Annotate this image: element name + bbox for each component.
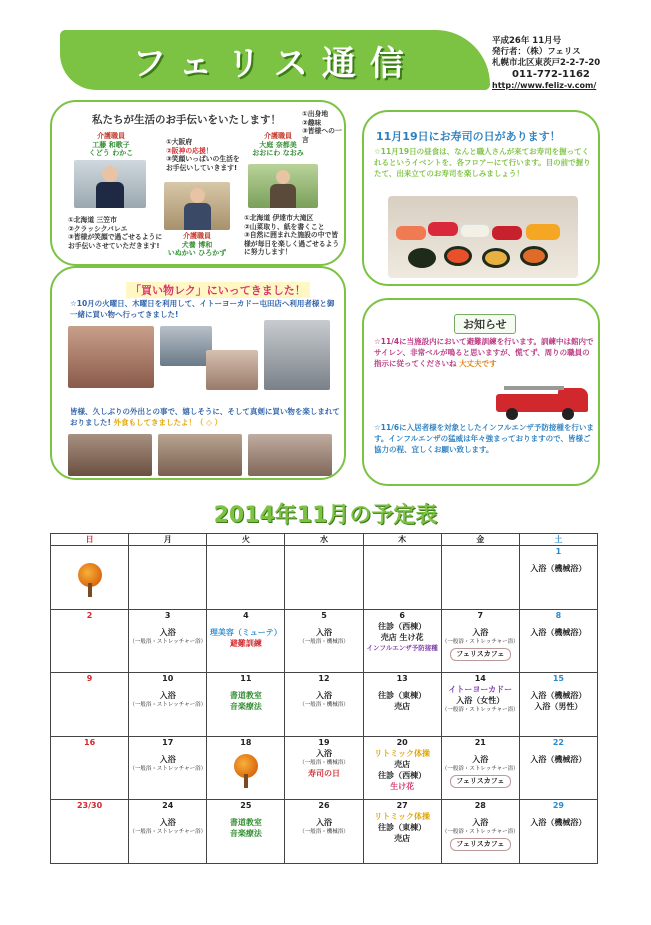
staff-1-caption: 介護職員 工藤 和歌子 くどう わかこ: [88, 132, 134, 157]
notice-drill-text: ☆11/4に当施設内において避難訓練を行います。訓練中は館内でサイレン、非常ベルが鳴ると思いますが、慌てず、周りの職員の指示に従ってくださいね 大丈夫です: [374, 337, 594, 368]
weekday-tue: 火: [207, 534, 285, 546]
event-cell: 入浴 （一般浴・機械浴）: [285, 811, 363, 863]
date-cell: 22: [519, 736, 597, 748]
event-cell: 書道教室 音楽療法: [207, 811, 285, 863]
weekday-sun: 日: [51, 534, 129, 546]
notice-flu-text: ☆11/6に入居者様を対象としたインフルエンザ予防接種を行います。インフルエンザの猛威は年々強まっておりますので、皆様ご協力の程、宜しくお願い致します。: [374, 423, 594, 454]
event-cell: リトミック体操 往診（東棟） 売店: [363, 811, 441, 863]
event-cell: 入浴 （一般浴・機械浴）: [285, 684, 363, 736]
date-cell: 14: [441, 673, 519, 685]
staff-1-photo: [74, 160, 146, 208]
event-cell: リトミック体操 売店 往診（西棟） 生け花: [363, 748, 441, 800]
staff-1-notes: ①北海道 三笠市 ②クラッシクバレエ ③皆様が笑顔で過ごせるようにお手伝いさせていただきます!: [68, 216, 163, 250]
date-cell: 28: [441, 800, 519, 812]
event-cell: 入浴 （一般浴・ストレッチャー浴）: [129, 621, 207, 673]
week-1-events: [51, 557, 598, 609]
date-cell: 8: [519, 609, 597, 621]
address: 札幌市北区東茨戸2-2-7-20: [492, 58, 601, 68]
date-cell: 20: [363, 736, 441, 748]
publisher: 発行者：（株）フェリス: [492, 47, 581, 57]
date-cell: 24: [129, 800, 207, 812]
sushi-photo: [388, 196, 578, 278]
event-cell: [363, 557, 441, 609]
event-cell: [441, 557, 519, 609]
week-5-dates: [51, 800, 598, 812]
date-cell: 2: [51, 609, 129, 621]
shopping-panel-title: 「買い物レク」にいってきました！: [126, 282, 310, 298]
staff-2-photo: [164, 182, 230, 230]
notice-panel: [362, 298, 600, 486]
date-cell: 6: [363, 609, 441, 621]
event-cell: 往診（東棟） 売店: [363, 684, 441, 736]
event-cell: 入浴（機械浴）: [519, 557, 597, 609]
event-cell: [207, 557, 285, 609]
event-cell: 入浴 （一般浴・ストレッチャー浴） フェリスカフェ: [441, 811, 519, 863]
event-cell: 入浴 （一般浴・ストレッチャー浴）: [129, 684, 207, 736]
event-cell: 往診（西棟） 売店 生け花 インフルエンザ予防接種: [363, 621, 441, 673]
weekday-wed: 水: [285, 534, 363, 546]
date-cell: 29: [519, 800, 597, 812]
shopping-photo-2: [160, 326, 212, 366]
date-cell: 13: [363, 673, 441, 685]
date-cell: 9: [51, 673, 129, 685]
shopping-photo-1: [68, 326, 154, 388]
event-cell: 入浴（機械浴）: [519, 621, 597, 673]
week-3-dates: [51, 673, 598, 685]
event-cell: 入浴 （一般浴・ストレッチャー浴） フェリスカフェ: [441, 621, 519, 673]
date-cell: 17: [129, 736, 207, 748]
shopping-panel-text-2: 皆様、久しぶりの外出との事で、嬉しそうに、そして真剣に買い物を楽しまれておりました! 外食もしてきましたよ！（ ◇ ）: [70, 407, 340, 427]
shopping-photo-4: [264, 320, 330, 390]
event-cell: 書道教室 音楽療法: [207, 684, 285, 736]
event-cell: [51, 621, 129, 673]
date-cell: 7: [441, 609, 519, 621]
title-banner: [60, 30, 490, 90]
week-5-events: [51, 811, 598, 863]
event-cell: [51, 811, 129, 863]
date-cell: 12: [285, 673, 363, 685]
sushi-panel-title: 11月19日にお寿司の日があります！: [376, 130, 561, 143]
date-cell: [441, 546, 519, 558]
date-cell: 15: [519, 673, 597, 685]
week-2-events: [51, 621, 598, 673]
shopping-photo-3: [206, 350, 258, 390]
event-cell: [51, 684, 129, 736]
newsletter-title: フェリス通信: [132, 44, 418, 84]
staff-3-caption: 介護職員 大庭 奈都美 おおにわ なおみ: [252, 132, 304, 157]
fire-truck-icon: [496, 384, 592, 418]
week-4-dates: [51, 736, 598, 748]
date-cell: 10: [129, 673, 207, 685]
event-cell: 入浴（機械浴）: [519, 811, 597, 863]
date-cell: [285, 546, 363, 558]
date-cell: 25: [207, 800, 285, 812]
event-cell: [285, 557, 363, 609]
staff-panel-title: 私たちが生活のお手伝いをいたします！: [92, 114, 281, 126]
notice-panel-title: お知らせ: [454, 314, 516, 334]
event-cell: 入浴 （一般浴・ストレッチャー浴）: [129, 811, 207, 863]
shopping-outing-panel: [50, 266, 346, 480]
week-1-dates: [51, 546, 598, 558]
date-cell: 26: [285, 800, 363, 812]
event-cell: [207, 748, 285, 800]
weekday-mon: 月: [129, 534, 207, 546]
header-info: [492, 36, 647, 91]
date-cell: 4: [207, 609, 285, 621]
event-cell: 入浴 （一般浴・ストレッチャー浴）: [129, 748, 207, 800]
website-link[interactable]: http://www.feliz-v.com/: [492, 81, 597, 90]
event-cell: 入浴 （一般浴・機械浴）: [285, 621, 363, 673]
staff-legend: ①出身地 ②趣味 ③皆様への一言: [302, 110, 342, 144]
sushi-day-panel: [362, 110, 600, 286]
event-cell: イトーヨーカドー 入浴（女性） （一般浴・ストレッチャー浴）: [441, 684, 519, 736]
date-cell: [363, 546, 441, 558]
date-cell: 5: [285, 609, 363, 621]
event-cell: 入浴（機械浴）: [519, 748, 597, 800]
autumn-tree-icon: [77, 563, 103, 597]
staff-intro-panel: [50, 100, 346, 266]
weekday-sat: 土: [519, 534, 597, 546]
staff-3-notes: ①北海道 伊達市大滝区 ②山菜取り、紙を書くこと ③自然に囲まれた施設の中で皆様が毎日を楽しく過ごせるように努力します！: [244, 214, 340, 256]
weekday-fri: 金: [441, 534, 519, 546]
staff-3-photo: [248, 164, 318, 208]
issue-date: 平成26年 11月号: [492, 36, 562, 46]
weekday-thu: 木: [363, 534, 441, 546]
date-cell: 19: [285, 736, 363, 748]
date-cell: [51, 546, 129, 558]
weekday-header-row: [51, 534, 598, 546]
date-cell: [129, 546, 207, 558]
week-3-events: [51, 684, 598, 736]
event-cell: 入浴（機械浴） 入浴（男性）: [519, 684, 597, 736]
week-2-dates: [51, 609, 598, 621]
phone-number: 011-772-1162: [512, 69, 590, 80]
date-cell: 27: [363, 800, 441, 812]
shopping-panel-text: ☆10月の火曜日、木曜日を利用して、イトーヨーカドー屯田店へ利用者様と御一緒に買い物へ行ってきました!: [70, 299, 335, 319]
schedule-calendar: [50, 533, 598, 864]
date-cell: 3: [129, 609, 207, 621]
date-cell: 21: [441, 736, 519, 748]
date-cell: 23/30: [51, 800, 129, 812]
event-cell: [51, 557, 129, 609]
event-cell: 入浴 （一般浴・ストレッチャー浴） フェリスカフェ: [441, 748, 519, 800]
lunch-photo-2: [158, 434, 242, 476]
event-cell: [51, 748, 129, 800]
date-cell: 18: [207, 736, 285, 748]
date-cell: [207, 546, 285, 558]
schedule-title: 2014年11月の予定表: [213, 503, 438, 528]
date-cell: 16: [51, 736, 129, 748]
lunch-photo-1: [68, 434, 152, 476]
staff-2-notes: ①大阪府 ②阪神の応援！ ③笑顔いっぱいの生活をお手伝いしていきます!: [166, 138, 240, 172]
autumn-tree-icon: [233, 754, 259, 788]
date-cell: 1: [519, 546, 597, 558]
event-cell: [129, 557, 207, 609]
event-cell: 理美容（ミューテ） 避難訓練: [207, 621, 285, 673]
lunch-photo-3: [248, 434, 332, 476]
staff-2-caption: 介護職員 犬養 博和 いぬかい ひろかず: [167, 232, 227, 257]
date-cell: 11: [207, 673, 285, 685]
week-4-events: [51, 748, 598, 800]
event-cell: 入浴 （一般浴・機械浴） 寿司の日: [285, 748, 363, 800]
sushi-panel-text: ☆11月19日の昼食は、なんと職人さんが来てお寿司を握ってくれるというイベントを、各フロアーにて行います。目の前で握りたて、出来立てのお寿司を楽しみましょう！: [374, 147, 591, 178]
